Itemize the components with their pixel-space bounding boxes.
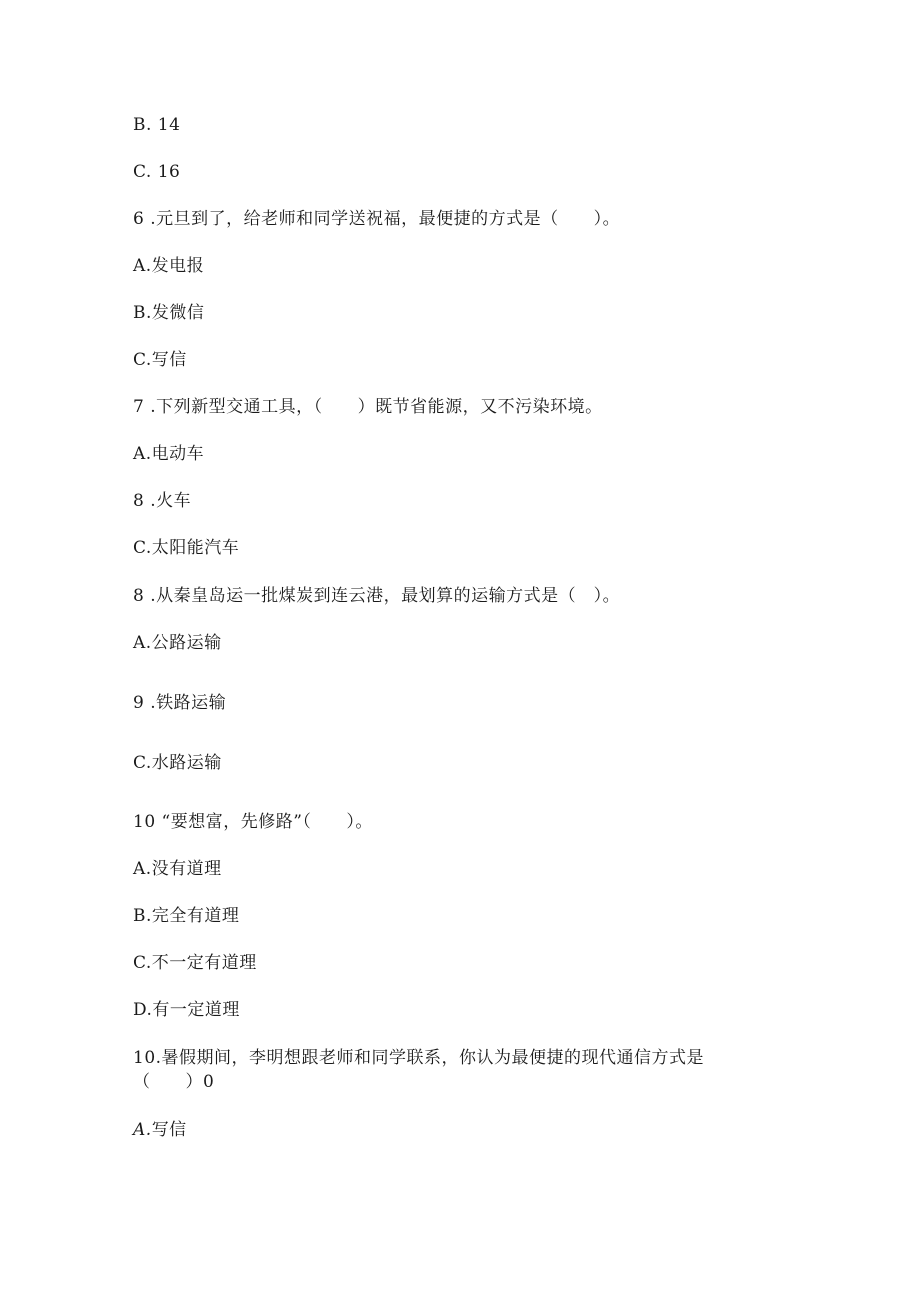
question-6-option-a: A.发电报: [133, 256, 205, 276]
question-6: 6 .元旦到了，给老师和同学送祝福，最便捷的方式是（ ）。: [133, 209, 621, 229]
question-6-option-b: B.发微信: [133, 303, 205, 323]
option-letter: A.: [133, 1120, 152, 1140]
question-10b-option-a: [133, 1119, 187, 1141]
option-b-14: B. 14: [133, 115, 181, 135]
question-7: 7 .下列新型交通工具，（ ）既节省能源，又不污染环境。: [133, 397, 603, 417]
question-6-option-c: C.写信: [133, 350, 187, 370]
question-10a-option-c: C.不一定有道理: [133, 953, 257, 973]
question-10b-line-1: 10.暑假期间，李明想跟老师和同学联系，你认为最便捷的现代通信方式是: [133, 1048, 705, 1068]
option-text: 写信: [151, 1120, 187, 1140]
question-8: 8 .从秦皇岛运一批煤炭到连云港，最划算的运输方式是（ ）。: [133, 586, 621, 606]
option-c-16: C. 16: [133, 162, 181, 182]
question-8-option-b: 9 .铁路运输: [133, 693, 227, 713]
question-8-option-a: A.公路运输: [133, 633, 222, 653]
question-7-option-b: 8 .火车: [133, 491, 192, 511]
question-10a-option-a: A.没有道理: [133, 859, 222, 879]
question-7-option-c: C.太阳能汽车: [133, 538, 240, 558]
question-10a-option-b: B.完全有道理: [133, 906, 240, 926]
question-7-option-a: A.电动车: [133, 444, 205, 464]
question-10b-line-2: （ ）0: [133, 1072, 215, 1092]
question-10a-option-d: D.有一定道理: [133, 1000, 240, 1020]
question-10a: 10 “要想富，先修路”（ ）。: [133, 812, 373, 832]
question-8-option-c: C.水路运输: [133, 753, 222, 773]
